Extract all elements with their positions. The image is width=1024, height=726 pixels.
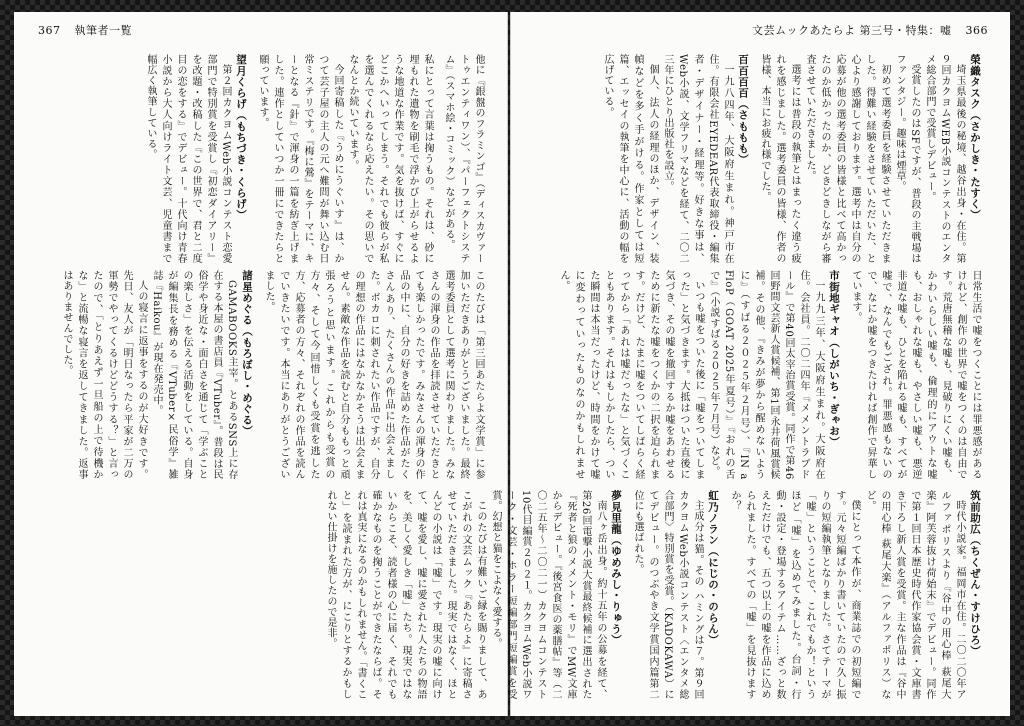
right-column-bottom (325, 490, 983, 700)
entry-paragraph: このたびは有難いご縁を賜りまして、あこがれの文芸ムック『あたらよ』に寄稿させていただきました。現実ではなく、ほとんどの小説は「嘘」です。現実の嘘に向けて、嘘を愛し、嘘に愛された人たちの物語を、美しく愛しき「嘘」たち。現実ではないからこそ、読者様の心に届く、それでも確かなものを掬うことができたならば。それは真実になるのかもしれません。「書くこと」を読まれた方が、にこりとするかもしれない仕掛けを施したので是非。 (325, 490, 486, 700)
author-name: 百百百百（さももも） (737, 54, 749, 165)
right-page-number: 366 (965, 24, 988, 37)
entry-paragraph: 私にとって言葉は掬うもの。それは、砂に埋もれた遺物を刷毛で浮かび上がらせるような地道な作業です。気を抜けば、すぐにどこかへいってしまう。それでも彼らが私を選んでくれるなら応えたい。その思いでなんとか続いています。 (347, 54, 433, 264)
author-entry (59, 270, 255, 480)
author-entry (255, 54, 435, 264)
author-name: 諸星めぐる（もろぼし・めぐる） (241, 270, 253, 437)
entry-paragraph: 埼玉県最後の秘境、越谷出身・在住。第９回カクヨムWEB小説コンテストのエンタメ総合部門で受賞しデビュー。 (924, 54, 965, 264)
right-column-middle (527, 270, 983, 480)
author-entry (323, 490, 624, 700)
left-running-title: 執筆者一覧 (74, 24, 132, 37)
entry-paragraph: 選考には普段の執筆とはまったく違う疲れを感じました。選考委員の皆様、作者の皆様、本当にお疲れ様でした。 (759, 54, 800, 264)
author-entry (441, 54, 486, 264)
entry-text: 他に『銀盤のフラミンゴ』（ディスカヴァートゥエンティワン）、『パーフェクトシステム』（スマホ絵・コミック）などがある。 (443, 54, 484, 264)
entry-text: 日常生活で嘘をつくことには罪悪感があるけれど、創作の世界で嘘をつくのは自由です。荒唐無稽な嘘も、見破りにくい嘘も、かわいらしい嘘も、倫理的にアウトな嘘も、おしゃれな嘘も、やさしい嘘も、悪逆非道な嘘も、ひとを陥れる嘘も、すべてが嘘で、なんでもござれ。罪悪感もないので、なにか嘘をつきたければ創作で昇華しています。 (850, 270, 981, 480)
author-entry (848, 270, 983, 480)
entry-paragraph: 主成分は猫。その ハミングは７。第９回カクヨムWeb小説コンテスト〈エンタメ総合部門〉特別賞を受賞。（KADOKAWA）にてデビュー。のつぶやき文学賞国内篇第二位にも選ばれた。 (632, 490, 703, 700)
left-column-middle (54, 270, 486, 480)
entry-paragraph: 南八ヶ岳出身。約十五年の公募を経て、第26回電撃小説大賞最終候補に選出された『死者と狼のメメント・モリ』でMW文庫からデビュー。『後宮食医の薬膳帖』等（二〇二五年〜二〇二一）カクヨムコンテスト10代目編賞２０２１。カクヨムWeb小説ワーク・文芸・ホラー短編部門短編賞を受賞。幻想と猫をこよなく愛する。 (490, 490, 606, 700)
entry-paragraph: 第２回カクヨムWeb小説コンテスト恋愛部門で特別賞を受賞し『初恋ダイアリー』を改題・改稿した『この世界で、君と二度目の恋をする』でデビュー。十代向け青春小説から大人向けライト文芸、児童書まで幅広く執筆している。 (145, 54, 231, 264)
author-entry (630, 490, 721, 700)
entry-paragraph: 時代小説家。福岡市在住。二〇二〇年アルファポリスより『谷中の用心棒 萩尾大楽』阿芙蓉抜け荷始末』でデビュー。同作で第１回日本歴史時代作家協会賞・文庫書き下ろし新人賞を受賞。主な作品は『谷中の用心棒 萩尾大楽』（アルファポリス）など。 (864, 490, 965, 700)
entry-paragraph: 個人、法人の経理のほか、デザイン、装幀などを多く手がける。作家としては短篇、エッセイの執筆を中心に、活動の幅を広げている。 (602, 54, 658, 264)
entry-paragraph: 一九八四年、大阪府生まれ。神戸市在住。有限会社EYEDEAR代表取締役・編集者・デザイナー・経理等。好きな事は、Web小説、文学フリマなどを経て、二〇二三年にひとり出版社を設立。 (662, 54, 733, 264)
author-name: 筑前助広（ちくぜん・すけひろ） (969, 490, 981, 657)
author-name: 虹乃ノラン（にじの・のらん） (707, 490, 719, 646)
author-entry (143, 54, 249, 264)
entry-text: このたびは「第三回あたらよ文学賞」に参加いただきありがとうございました。最終選考委員として選考に関わりました。みなさんの渾身の作品を拝読させていただきとても楽しかったです。みなさんの渾身の作品の中に、自分の好きを詰めた作品がたくさんあり、たくさんの作品に出会えました。ボカロに刺されたい作品ですが、自分の理想の作品にはなかなかそうは出会えません。素敵な作品を読むと自分ももっと頑張ろうと思います。これからも受賞の方々、そして今回惜しくも受賞を逃した方、応募者の方々、それぞれの作品を読んでいきたいです。本当にありがとうございました。 (263, 270, 484, 480)
author-entry (261, 270, 486, 480)
author-name: 夢見里龍（ゆめみし・りゅう） (610, 490, 622, 646)
entry-paragraph: 一九九三年、大阪府生まれ。大阪府在住。会社員。二〇二四年『メメントラブドール』で第40回太宰治賞受賞。同作で第46回野間文芸新人賞候補、第1回永井荷風賞候補。その他、『きみが夢から醒めないように』（すばる２０２５年２月号）、『IN a FloP（GOAT 2025年夏号）』『おれの舌で』（小説すばる２０２５年７月号）など。 (708, 270, 824, 480)
author-entry (757, 54, 983, 264)
right-column-top (527, 54, 983, 264)
left-page-header (38, 22, 132, 38)
right-running-title: 文芸ムックあたらよ 第三号・特集：嘘 (752, 24, 952, 37)
author-name: 榮織タスク（さかしき・たすく） (969, 54, 981, 221)
author-name: 市街地ギャオ（しがいち・ぎゃお） (828, 270, 840, 448)
author-entry (600, 54, 751, 264)
left-column-top (54, 54, 486, 264)
entry-paragraph: 受賞したのはSFですが、普段の主戦場はファンタジー。趣味は煙草。 (894, 54, 920, 264)
entry-paragraph: 人の寝言に返事をするのが大好きです。先日、友人が「明日なったら平家が二万の軍勢でやってくるけどどうする？」と言ったので、「とりあえず一旦船の上で待機かな」と流暢な寝言を返してきました。返事はありませんでした。 (61, 270, 147, 480)
entry-paragraph: 僕にとって本作が、商業誌での初短編です。元々短編ばかり書いていたので久し振りの短編執筆となりました。さてテーマが「嘘」ということで、これでもか！というほど「嘘」を込めてみました。台詞・行動・設定・登場するアイテム……ざっと数えただけでも、五つ以上の嘘を作品に込められました。すべての「嘘」を見抜けますか？ (729, 490, 860, 700)
right-page-header (752, 22, 988, 38)
author-name: 望月くらげ（もちづき・くらげ） (235, 54, 247, 221)
author-entry (727, 490, 983, 700)
left-page-number: 367 (38, 24, 61, 37)
entry-paragraph: GAMABOOKS主宰。とあるSNS上に存在する本屋の書店員『VTuber』。普段は民俗学や身近な・面白さを通じて「学ぶことの楽しさ」を伝える活動をしている。自身が編集長を務める『VTuber×民俗学』雑誌『Haikou』が現在発売中。 (151, 270, 237, 480)
entry-paragraph: 今回寄稿した『うめにうぐいす』は、かつて芸子屋の主人の元へ難問が舞い込む日常ミステリです。『梅に鶯』をテーマに、キーとなる『針』で渾身の一篇を紡ぎ上げました。連作としていつか一冊にできたらと願っています。 (257, 54, 343, 264)
author-entry (556, 270, 842, 480)
entry-paragraph: 初めて選考委員を経験させていただきました。得難い経験をさせていただいた、と心より感謝しております。選考中は自分の応募が他の選考委員の皆様と比べて高かったのか低かったのか、どきどきしながら審査させていただきました。 (804, 54, 890, 264)
entry-paragraph: いつも嘘をついた後に「嘘をついてしまった」と気づきます。大抵はついた直後に気づき、その嘘を撤回するか嘘をあわせるために新たな嘘をつくかの二択を迫られます。だけど、たまに嘘をついてしばらく経ってから「あれは嘘だったな」と気づくこともあります。それはもしかしたら、ついた瞬間は本当だったけど、時間をかけて嘘に変わっていったものなのかもしれません。 (558, 270, 704, 480)
